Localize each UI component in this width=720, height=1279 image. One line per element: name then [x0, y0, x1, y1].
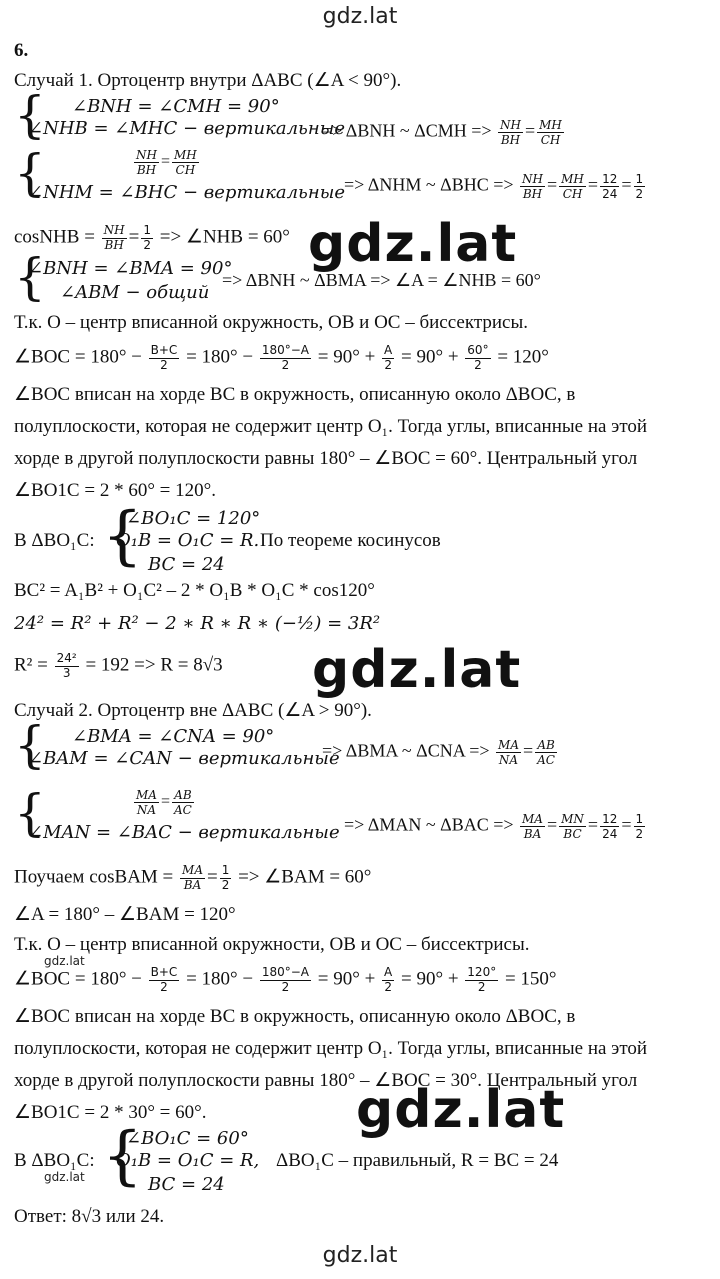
r-squared: R² = $\frac{\text{24²}}{3}$ = 192 => R = 8√3: [14, 651, 223, 680]
paragraph: ∠BOC вписан на хорде BC в окружность, описанную около ΔBOC, в: [14, 1006, 576, 1027]
case1-cos-line: cosNHB = $\frac{NH}{BH}$ = $\frac{1}{2}$ => ∠NHB = 60°: [14, 223, 290, 252]
case1-bisectors: Т.к. О – центр вписанной окружность, OB и OC – биссектрисы.: [14, 312, 528, 333]
answer: Ответ: 8√3 или 24.: [14, 1206, 165, 1227]
case2-bisectors: Т.к. О – центр вписанной окружности, OB и OC – биссектрисы.: [14, 934, 530, 955]
cosine-theorem: BC² = A₁B² + O₁C² – 2 * O₁B * O₁C * cos120°: [14, 580, 375, 601]
brace: {: [14, 784, 46, 842]
case2-title: Случай 2. Ортоцентр вне ΔABC (∠A > 90°).: [14, 700, 372, 721]
paragraph: ∠BOC вписан на хорде BC в окружность, описанную около ΔBOC, в: [14, 384, 576, 405]
watermark-small: gdz.lat: [44, 954, 85, 968]
paragraph: хорде в другой полуплоскости равны 180° – ∠BOC = 60°. Центральный угол: [14, 448, 638, 469]
brace: {: [14, 248, 46, 306]
brace: {: [102, 499, 143, 573]
watermark-small: gdz.lat: [44, 1170, 85, 1184]
equation-24: 24² = R² + R² − 2 ∗ R ∗ R ∗ (−½) = 3R²: [14, 613, 381, 634]
paragraph: ∠BO1C = 2 * 30° = 60°.: [14, 1102, 207, 1123]
brace: {: [102, 1119, 143, 1193]
site-footer[interactable]: gdz.lat: [322, 1243, 398, 1268]
paragraph: хорде в другой полуплоскости равны 180° – ∠BOC = 30°. Центральный угол: [14, 1070, 638, 1091]
case1-title: Случай 1. Ортоцентр внутри ΔABC (∠A < 90°).: [14, 70, 402, 91]
brace: {: [14, 716, 46, 774]
watermark: gdz.lat: [312, 640, 522, 700]
watermark: gdz.lat: [356, 1080, 566, 1140]
brace: {: [14, 144, 46, 202]
paragraph: полуплоскости, которая не содержит центр O₁. Тогда углы, вписанные на этой: [14, 1038, 648, 1059]
watermark: gdz.lat: [308, 214, 518, 274]
case2-cos-line: Поучаем cosBAM = $\frac{MA}{BA}$ = $\frac{1}{2}$ => ∠BAM = 60°: [14, 863, 372, 892]
paragraph: ∠BO1C = 2 * 60° = 120°.: [14, 480, 216, 501]
brace: {: [14, 86, 46, 144]
case2-angle-a: ∠A = 180° – ∠BAM = 120°: [14, 904, 236, 925]
task-number: 6.: [14, 40, 29, 61]
paragraph: полуплоскости, которая не содержит центр O₁. Тогда углы, вписанные на этой: [14, 416, 648, 437]
case1-boc-calc: ∠BOC = 180° − $\frac{B+C}{2}$ = 180° − $\frac{180^\circ-A}{2}$ = 90° + $\frac{A}{2}$ = 90° + $\frac{60^\circ}{2}$ = 120°: [14, 343, 549, 372]
case2-boc-calc: ∠BOC = 180° − $\frac{B+C}{2}$ = 180° − $\frac{180^\circ-A}{2}$ = 90° + $\frac{A}{2}$ = 90° + $\frac{120^\circ}{2}$ = 150°: [14, 965, 557, 994]
site-header[interactable]: gdz.lat: [322, 4, 398, 29]
